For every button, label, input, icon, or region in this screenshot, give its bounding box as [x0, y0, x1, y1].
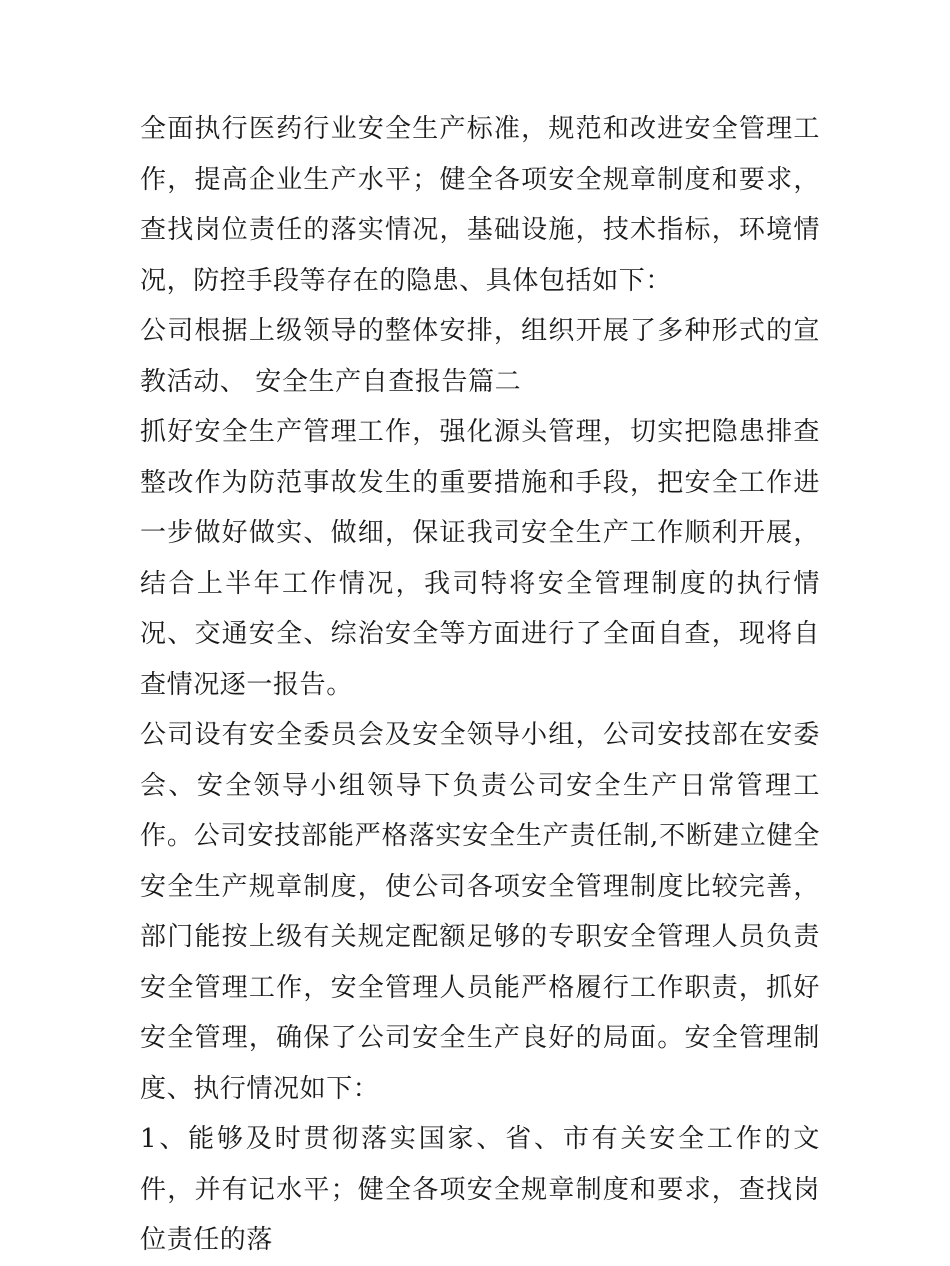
paragraph-3: 抓好安全生产管理工作，强化源头管理，切实把隐患排查整改作为防范事故发生的重要措施和手段，把安全工作进一步做好做实、做细，保证我司安全生产工作顺利开展，结合上半年工作情况，我司特将安全管理制度的执行情况、交通安全、综治安全等方面进行了全面自查，现将自查情况逐一报告。 — [140, 417, 820, 700]
paragraph-4: 公司设有安全委员会及安全领导小组，公司安技部在安委会、安全领导小组领导下负责公司安全生产日常管理工作。公司安技部能严格落实安全生产责任制,不断建立健全安全生产规章制度，使公司各项安全管理制度比较完善，部门能按上级有关规定配额足够的专职安全管理人员负责安全管理工作，安全管理人员能严格履行工作职责，抓好安全管理，确保了公司安全生产良好的局面。安全管理制度、执行情况如下： — [140, 720, 820, 1104]
paragraph-5: 1、能够及时贯彻落实国家、省、市有关安全工作的文件，并有记水平；健全各项安全规章制度和要求，查找岗位责任的落 — [140, 1124, 820, 1255]
paragraph-1: 全面执行医药行业安全生产标准，规范和改进安全管理工作，提高企业生产水平；健全各项安全规章制度和要求，查找岗位责任的落实情况，基础设施，技术指标，环境情况，防控手段等存在的隐患、具体包括如下： — [140, 114, 820, 296]
paragraph-2: 公司根据上级领导的整体安排，组织开展了多种形式的宣教活动、 安全生产自查报告篇二 — [140, 316, 820, 397]
document-body — [140, 104, 820, 1266]
